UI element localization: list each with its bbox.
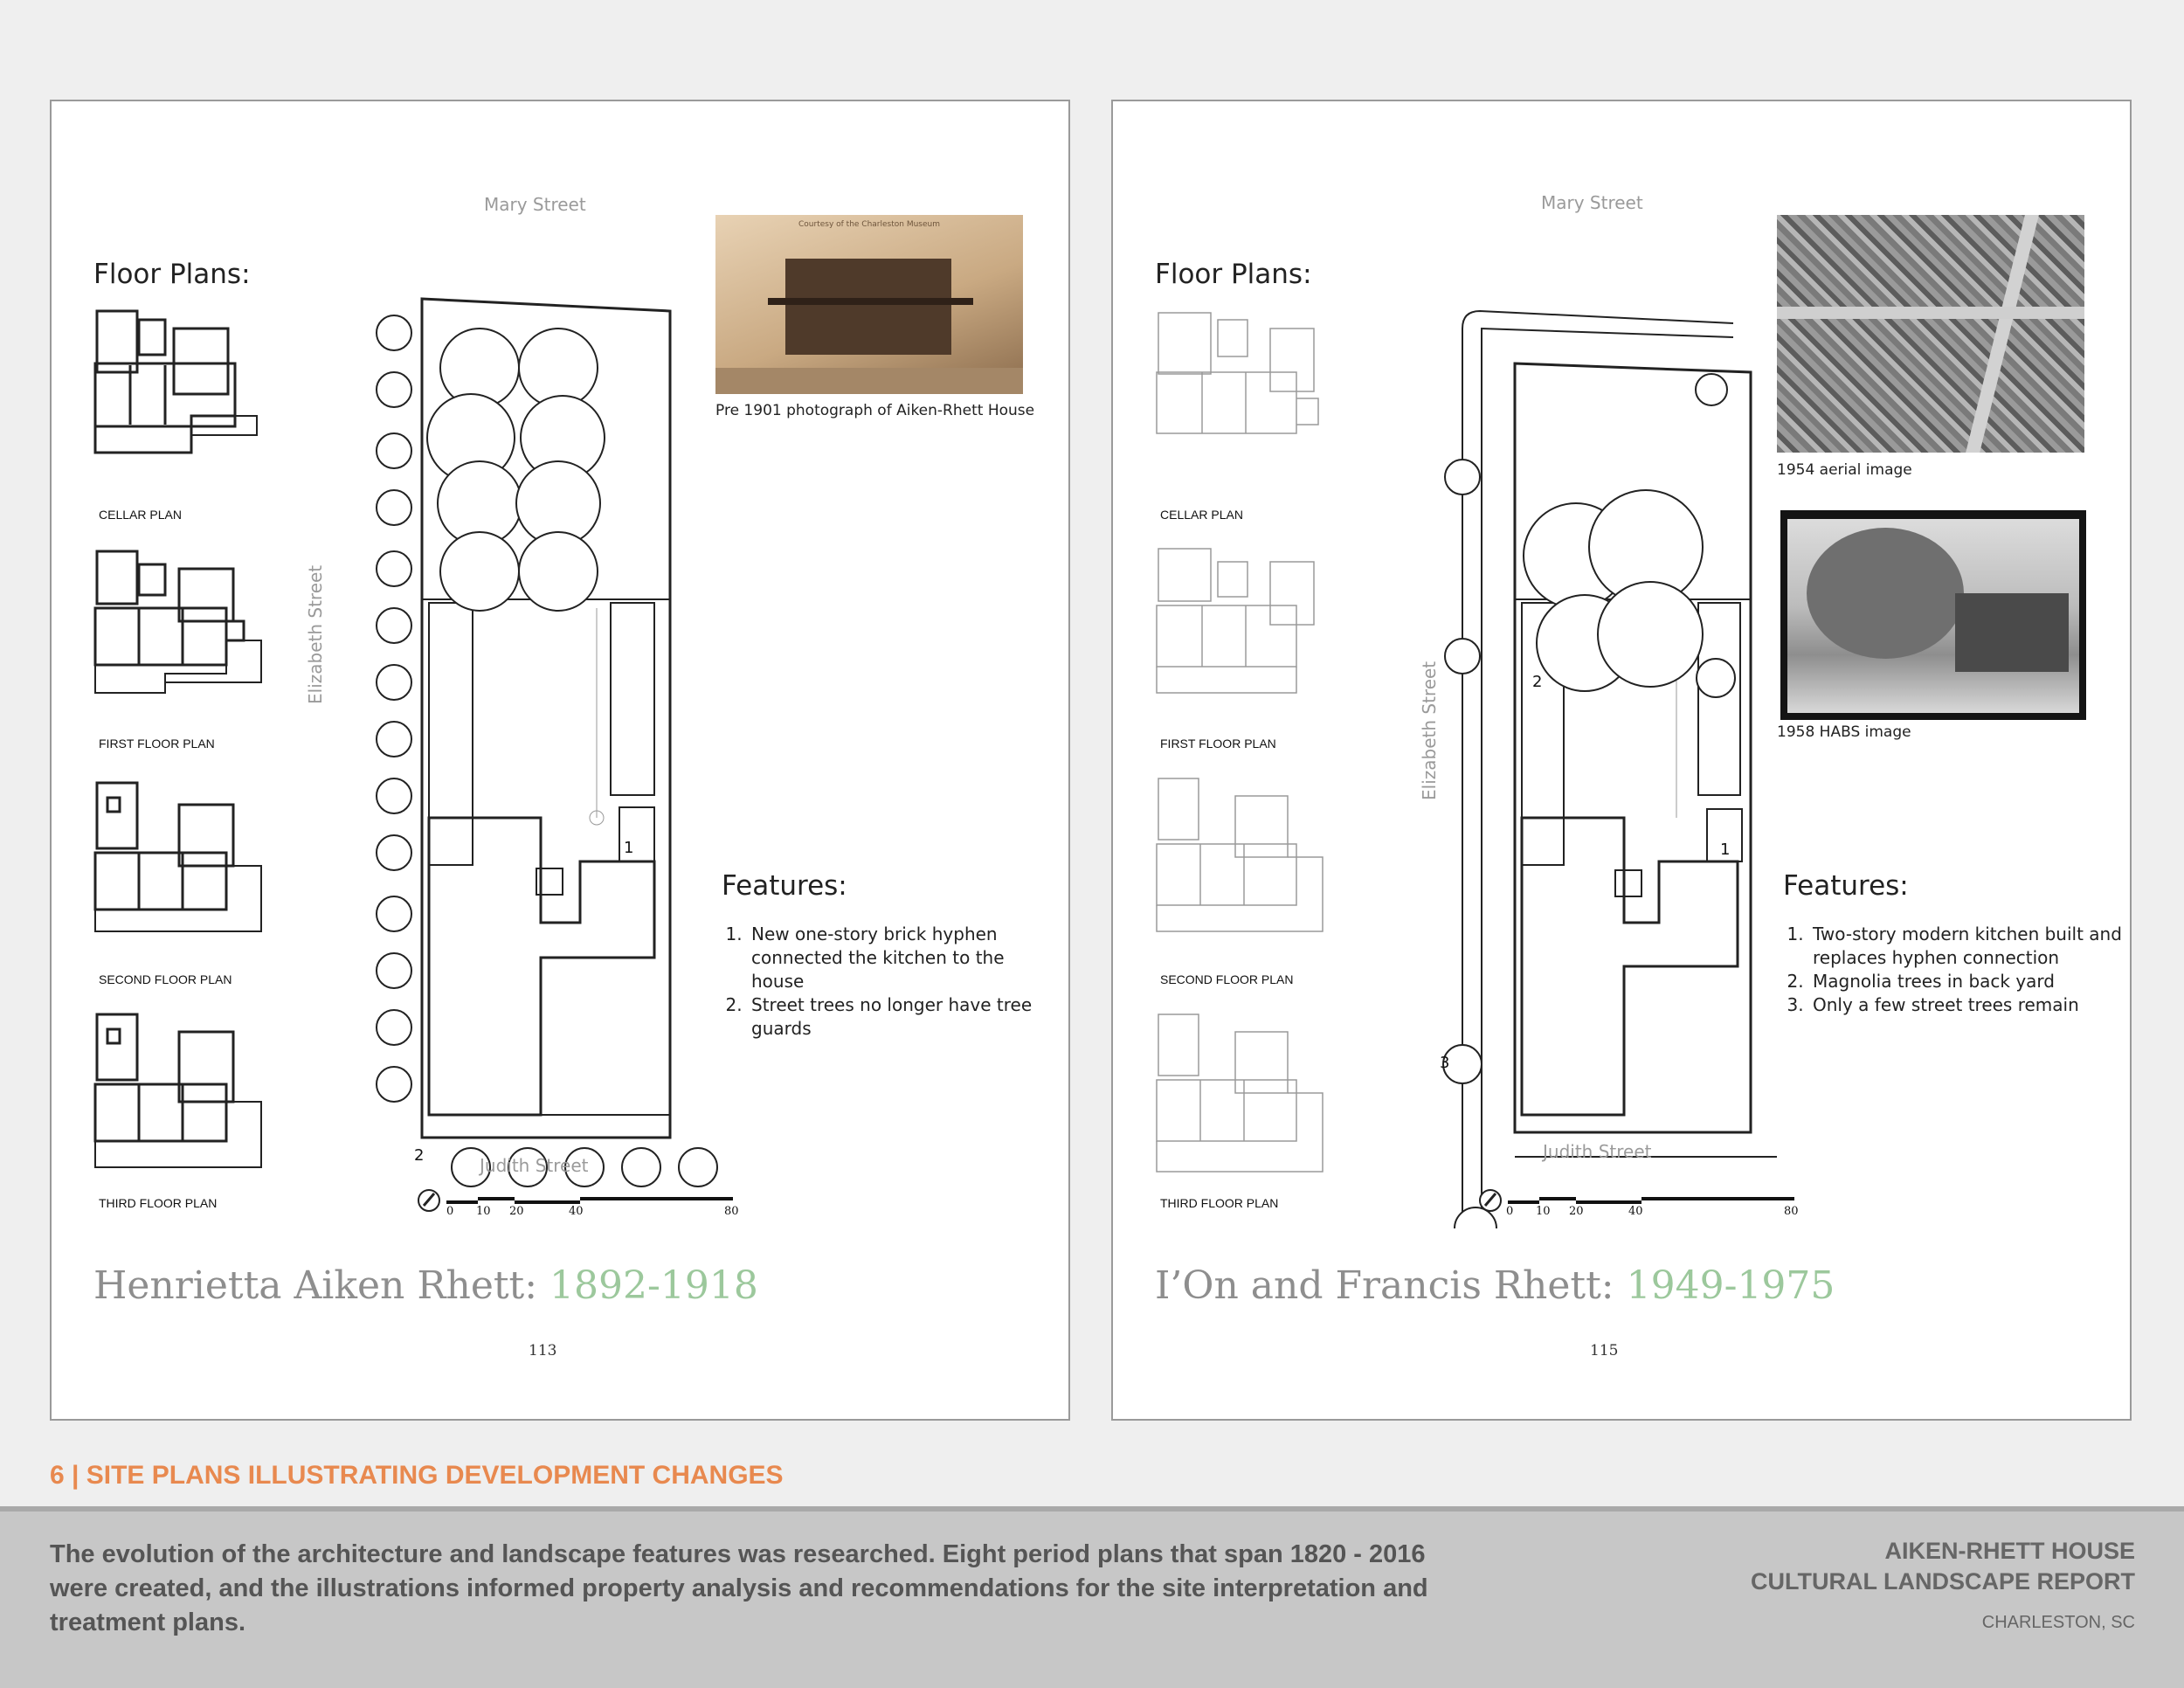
period-title-name: Henrietta Aiken Rhett:: [93, 1263, 550, 1308]
main-house-footprint: [1522, 818, 1738, 1115]
plan-label: SECOND FLOOR PLAN: [1160, 972, 1294, 986]
period-title: [1155, 1263, 1835, 1308]
plan-label: THIRD FLOOR PLAN: [1160, 1196, 1279, 1210]
photo-caption: Pre 1901 photograph of Aiken-Rhett House: [715, 402, 1035, 419]
report-title: [1751, 1536, 2135, 1597]
site-plan: [1427, 206, 1777, 1228]
site-plan: [366, 241, 750, 1228]
plan-label: CELLAR PLAN: [99, 508, 182, 522]
second-floor-plan-drawing: [95, 783, 261, 931]
period-title-name: I’On and Francis Rhett:: [1155, 1263, 1627, 1308]
marker-1: 1: [624, 839, 634, 857]
plan-label: FIRST FLOOR PLAN: [1160, 737, 1276, 751]
street-trees-west: [377, 315, 411, 1102]
cellar-plan-drawing: [95, 311, 257, 453]
report-title-line1: AIKEN-RHETT HOUSE: [1884, 1538, 2135, 1564]
floor-plan-drawings: [86, 302, 349, 1325]
floor-plan-drawings: [1148, 302, 1410, 1325]
page-number: 115: [1590, 1342, 1619, 1359]
photo-caption: 1958 HABS image: [1777, 723, 1911, 741]
street-label-south: Judith Street: [480, 1155, 589, 1176]
features-heading: Features:: [1783, 870, 1909, 902]
section-title: 6 | SITE PLANS ILLUSTRATING DEVELOPMENT CHANGES: [50, 1461, 784, 1490]
report-location: CHARLESTON, SC: [1981, 1613, 2135, 1632]
street-label-west: Elizabeth Street: [1419, 661, 1440, 800]
first-floor-plan-drawing: [95, 551, 261, 693]
period-title-years: 1949-1975: [1626, 1263, 1835, 1308]
marker-2: 2: [414, 1146, 425, 1165]
floor-plans-heading: Floor Plans:: [93, 259, 251, 290]
cellar-plan-drawing: [1157, 313, 1318, 433]
marker-1: 1: [1720, 841, 1731, 859]
period-title-years: 1892-1918: [549, 1263, 758, 1308]
feature-item: 1. Two-story modern kitchen built and replaces hyphen connection: [1809, 923, 2132, 970]
first-floor-plan-drawing: [1157, 549, 1314, 693]
scale-bar: [446, 1199, 733, 1202]
marker-2: 2: [1532, 673, 1543, 691]
page-left: Floor Plans: CELLAR PLAN FIRST FLOOR PLAN SECOND FLOOR PLAN THIRD FLOOR PLAN 2 1 Mary Street Elizabeth Street Judith Street 0 10 20 40 80 Courtesy of the Charleston Museum Pre 1901 photograph of Aiken-Rhett House Features: 1. New one-story brick hyphen connected the kitchen to the house 2. Street trees no longer have tree guards Henrietta Aiken Rhett: 1892-1918 113: [50, 100, 1070, 1421]
aerial-photo-1954: [1777, 215, 2084, 453]
street-label-west: Elizabeth Street: [305, 564, 326, 704]
footer: [0, 1506, 2184, 1688]
marker-3: 3: [1440, 1054, 1450, 1072]
street-label-north: Mary Street: [484, 194, 586, 215]
feature-item: 2. Street trees no longer have tree guards: [748, 993, 1036, 1041]
feature-item: 1. New one-story brick hyphen connected the kitchen to the house: [748, 923, 1036, 993]
features-list: [722, 923, 1036, 1041]
plan-label: FIRST FLOOR PLAN: [99, 737, 215, 751]
historic-photo-pre-1901: Courtesy of the Charleston Museum: [715, 215, 1023, 394]
plan-label: SECOND FLOOR PLAN: [99, 972, 232, 986]
second-floor-plan-drawing: [1157, 778, 1323, 931]
yard-tree-canopies: [427, 329, 605, 611]
features-heading: Features:: [722, 870, 847, 902]
features-list: [1783, 923, 2132, 1017]
street-label-north: Mary Street: [1541, 192, 1643, 213]
third-floor-plan-drawing: [95, 1014, 261, 1167]
third-floor-plan-drawing: [1157, 1014, 1323, 1172]
feature-item: 2. Magnolia trees in back yard: [1809, 970, 2132, 993]
street-label-south: Judith Street: [1543, 1141, 1652, 1162]
magnolia-tree-canopies: [1524, 490, 1703, 691]
footer-description: The evolution of the architecture and landscape features was researched. Eight period plans that span 1820 - 2016 were created, and the illustrations informed property analysis and recommendations for the site interpretation and treatment plans.: [50, 1540, 1428, 1636]
property-boundary: [1515, 363, 1751, 1132]
photo-caption: 1954 aerial image: [1777, 461, 1912, 479]
scale-bar: [1508, 1199, 1794, 1202]
page-right: Floor Plans: CELLAR PLAN FIRST FLOOR PLAN SECOND FLOOR PLAN THIRD FLOOR PLAN 2 1 3 Mary Street Elizabeth Street Judith Street 0 10 20 40 80 1954 aerial image 1958 HABS image Features: 1. Two-story modern kitchen built and replaces hyphen connection 2. Magnolia trees in back yard 3. Only a few street trees remain I’On and Francis Rhett: 1949-1975 115: [1111, 100, 2132, 1421]
page-number: 113: [529, 1342, 557, 1359]
plan-label: THIRD FLOOR PLAN: [99, 1196, 218, 1210]
report-title-line2: CULTURAL LANDSCAPE REPORT: [1750, 1568, 2135, 1595]
period-title: [93, 1263, 758, 1308]
feature-item: 3. Only a few street trees remain: [1809, 993, 2132, 1017]
street-trees: [1443, 374, 1735, 1228]
habs-photo-1958: [1780, 510, 2086, 720]
floor-plans-heading: Floor Plans:: [1155, 259, 1312, 290]
plan-label: CELLAR PLAN: [1160, 508, 1243, 522]
